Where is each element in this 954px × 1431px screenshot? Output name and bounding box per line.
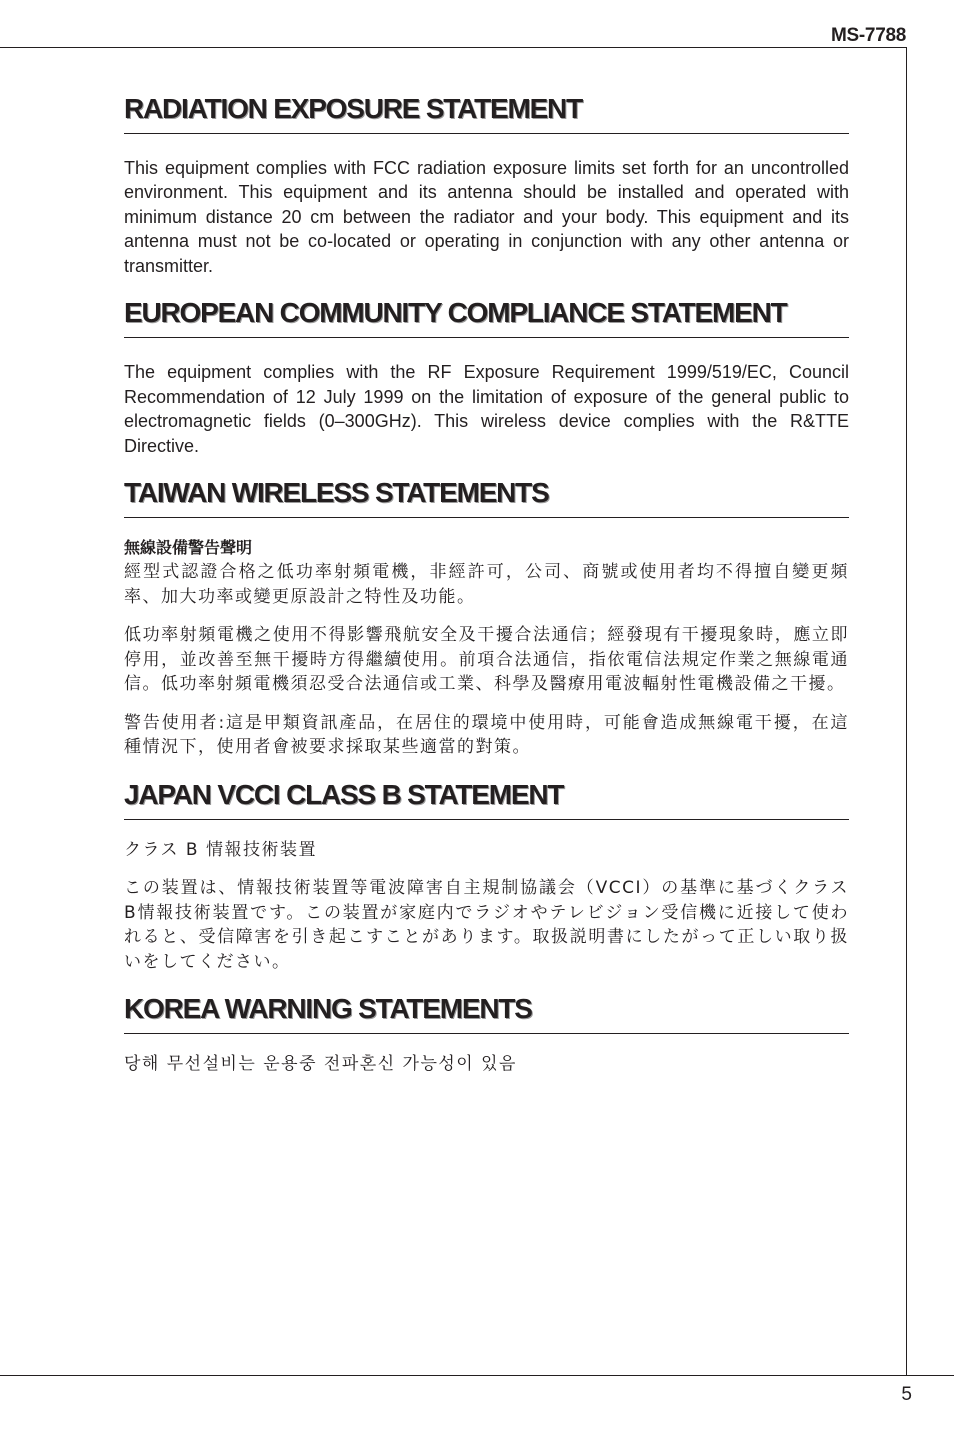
footer-rule [0,1375,954,1376]
taiwan-paragraph-3: 警告使用者:這是甲類資訊產品，在居住的環境中使用時，可能會造成無線電干擾，在這種情況下，使用者會被要求採取某些適當的對策。 [124,712,849,758]
taiwan-paragraph-1 [124,536,849,610]
model-number: MS-7788 [831,25,906,46]
radiation-title: RADIATION EXPOSURE STATEMENT [124,94,849,134]
european-title: EUROPEAN COMMUNITY COMPLIANCE STATEMENT [124,298,849,338]
page-number: 5 [901,1384,912,1405]
taiwan-title: TAIWAN WIRELESS STATEMENTS [124,478,849,518]
radiation-text: This equipment complies with FCC radiation exposure limits set forth for an uncontrolled environment. This equipment and its antenna should be installed and operated with minimum distance 20 cm between the radiator and your body. This equipment and its antenna must not be co-located or operating in conjunction with any other antenna or transmitter. [124,157,849,276]
section-european [124,298,849,458]
section-japan [124,780,849,974]
section-radiation [124,94,849,278]
taiwan-heading: 無線設備警告聲明 [124,537,253,557]
header-rule [0,47,907,48]
section-taiwan [124,478,849,760]
japan-paragraph-2: この装置は、情報技術装置等電波障害自主規制協議会（VCCI）の基準に基づくクラスB情報技術装置です。この装置が家庭内でラジオやテレビジョン受信機に近接して使われると、受信障害を引き起こすことがあります。取扱説明書にしたがって正しい取り扱いをしてください。 [124,878,849,972]
section-korea [124,994,849,1076]
japan-paragraph-1: クラス B 情報技術装置 [124,839,317,860]
korea-title: KOREA WARNING STATEMENTS [124,994,849,1034]
japan-title: JAPAN VCCI CLASS B STATEMENT [124,780,849,820]
european-text: The equipment complies with the RF Exposure Requirement 1999/519/EC, Council Recommendation of 12 July 1999 on the limitation of exposure of the general public to electromagnetic fields (0–300GHz). This wireless device complies with the R&TTE Directive. [124,362,849,456]
taiwan-text-1: 經型式認證合格之低功率射頻電機，非經許可，公司、商號或使用者均不得擅自變更頻率、加大功率或變更原設計之特性及功能。 [124,562,849,607]
page-content [124,94,849,1096]
taiwan-paragraph-2: 低功率射頻電機之使用不得影響飛航安全及干擾合法通信；經發現有干擾現象時，應立即停用，並改善至無干擾時方得繼續使用。前項合法通信，指依電信法規定作業之無線電通信。低功率射頻電機須忍受合法通信或工業、科學及醫療用電波輻射性電機設備之干擾。 [124,625,849,695]
korea-paragraph-1: 당해 무선설비는 운용중 전파혼신 가능성이 있음 [124,1053,517,1074]
side-rule [906,47,907,1375]
